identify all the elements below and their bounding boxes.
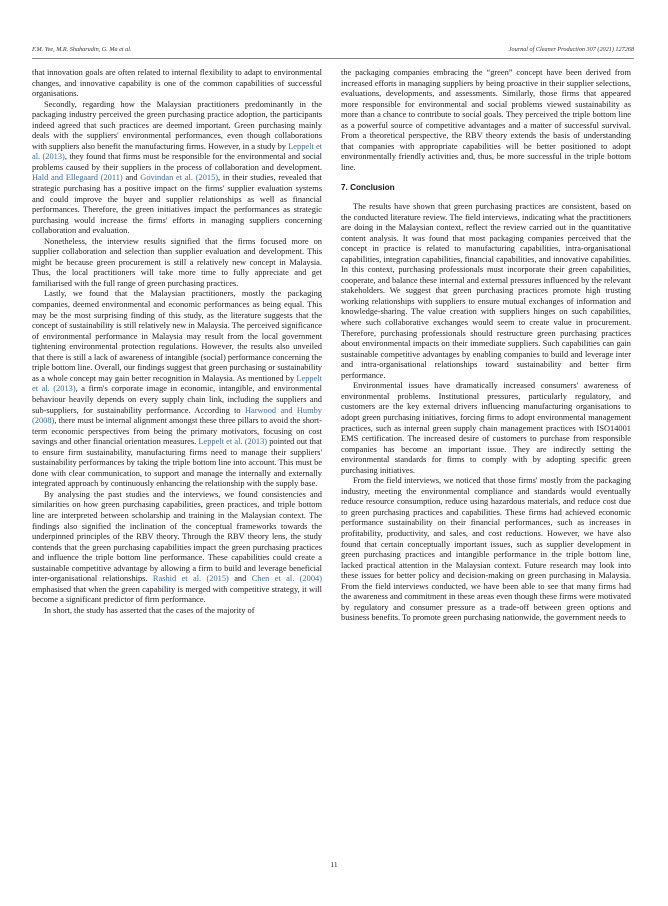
citation-link[interactable]: Rashid et al. (2015) — [152, 574, 229, 584]
citation-link[interactable]: Hald and Ellegaard (2011) — [32, 173, 123, 183]
citation-link[interactable]: Leppelt et al. (2013) — [32, 141, 322, 162]
paragraph: In short, the study has asserted that the cases of the majority of — [44, 605, 255, 615]
paragraph: Lastly, we found that the Malaysian practitioners, mostly the packaging companies, deemed environmental and economic performances as being equal. This may be the most surprising finding of this study, as the literature suggests that the concept of sustainability is still relatively new in Malaysia. The perceived significance of environmental performance in Malaysia may result from the local government tightening environmental protection regulations. However, the results also unveiled that there is still a lack of awareness of intangible (social) performance concerning the triple bottom line. Overall, our findings suggest that green purchasing or sustainability as a whole concept may gain better recognition in Malaysia. As mentioned by Leppelt et al. (2013), a firm's corporate image in economic, intangible, and environmental behaviour heavily depends on every supply chain link, including the suppliers and sub-suppliers, for sustainability performance. According to Harwood and Humby (2008), there must be internal alignment amongst these three pillars to avoid the short-term economic perspectives from being the primary motivators, focusing on cost savings and other financial orientation measures. Leppelt et al. (2013) pointed out that to ensure firm sustainability, manufacturing firms need to manage their suppliers' sustainability performances by taking the triple bottom line into account. This must be done with clear communication, to support and manage the internally and externally integrated approach by continuously enhancing the relationship with the supply base. — [32, 289, 322, 489]
left-column — [32, 68, 322, 616]
header-rule — [32, 58, 634, 59]
paragraph: that innovation goals are often related to internal flexibility to adapt to environmental changes, and innovative capability is one of the common capabilities of successful organisations. — [32, 68, 322, 99]
section-heading: 7. Conclusion — [341, 183, 395, 193]
paragraph: The results have shown that green purchasing practices are consistent, based on the conducted literature review. The field interviews, indicating what the practitioners are doing in the Malaysian context, reflect the review carried out in the quantitative content analysis. It was found that most packaging companies perceived that the concept in practice is related to manufacturing capabilities, intra-organisational capabilities, integration capabilities, financial capabilities, and innovative capabilities. In this context, purchasing professionals must incorporate their green capabilities, cooperate, and balance these internal and external pressures influenced by the relevant stakeholders. We suggest that green purchasing practices promote high trusting working relationships with suppliers to ensure mutual exchanges of information and knowledge-sharing. The value creation with suppliers hinges on such capabilities, where such collaborative exchanges would seem to create value in procurement. Therefore, purchasing professionals should restructure green purchasing practices about environmental impacts on their immediate suppliers. Such capabilities can gain sustainable competitive advantages by enabling companies to build and leverage inter and intra-organisational relationships toward sustainability and better firm performance. — [341, 202, 631, 380]
running-header-authors: F.M. Yee, M.R. Shaharudin, G. Ma et al. — [32, 46, 132, 53]
paragraph: Nonetheless, the interview results signified that the firms focused more on supplier collaboration and selection than supplier evaluation and development. This might be because green procurement is still a relatively new concept in Malaysia. Thus, the local practitioners will take more time to fully appreciate and get familiarised with the full range of green purchasing practices. — [32, 236, 322, 288]
citation-link[interactable]: Chen et al. (2004) — [251, 574, 323, 584]
right-column — [341, 68, 631, 624]
running-header-journal: Journal of Cleaner Production 307 (2021) 127268 — [508, 46, 634, 53]
citation-link[interactable]: Leppelt et al. (2013) — [198, 437, 268, 447]
citation-link[interactable]: Harwood and Humby (2008) — [32, 405, 322, 426]
page-number: 11 — [330, 860, 338, 869]
paragraph: Environmental issues have dramatically increased consumers' awareness of environmental problems. Institutional pressures, particularly regulatory, and customers are the key external drivers influencing manufacturing organisations to adopt green purchasing initiatives, forcing firms to adopt environmental management practices, such as internal green supply chain management practices with ISO14001 EMS certification. The increased desire of customers to purchase from responsible companies has become an important issue. They are indirectly setting the environmental standards for firms to comply with by adopting specific green purchasing initiatives. — [341, 381, 631, 475]
paragraph: the packaging companies embracing the “green” concept have been derived from increased efforts in managing suppliers by being proactive in their supplier selections, evaluations, developments, and assessments. Similarly, those firms that appeared more responsible for environmental and social problems viewed sustainability as more than a chance to contribute to social goals. They perceived the triple bottom line as a powerful source of competitive advantages and a matter of successful survival. From a theoretical perspective, the RBV theory extends the basis of understanding that companies with appropriate capabilities will be better positioned to adopt environmentally friendly activities and, thus, be more successful in the triple bottom line. — [341, 68, 631, 172]
paragraph: By analysing the past studies and the interviews, we found consistencies and similarities on how green purchasing capabilities, green practices, and triple bottom line are interpreted between scholarship and training in the Malaysian context. The findings also signified the inclination of the conceptual frameworks towards the underpinned principles of the RBV theory. Through the RBV theory lens, the study contends that the green purchasing capabilities impact the green purchasing practices and influence the triple bottom line performance. These capabilities could create a sustainable competitive advantage by allowing a firm to build and leverage beneficial inter-organisational relationships. Rashid et al. (2015) and Chen et al. (2004) emphasised that when the green capability is merged with competitive strategy, it will become a significant predictor of firm performance. — [32, 489, 323, 605]
paragraph: Secondly, regarding how the Malaysian practitioners predominantly in the packaging industry perceived the green purchasing practice adoption, the participants indeed agreed that such practices are deemed important. Green purchasing mainly deals with the suppliers' environmental performances, even though collaborations with suppliers also benefit the manufacturing firms. However, in a study by Leppelt et al. (2013), they found that firms must be responsible for the environmental and social problems caused by their suppliers in the process of collaboration and development. Hald and Ellegaard (2011) and Govindan et al. (2015), in their studies, revealed that strategic purchasing has a positive impact on the firms' supplier evaluation systems and could improve the buyer and supplier relationships as well as financial performances. Therefore, the green initiatives impact the performances as strategic purchasing would increase the firms' efforts in managing suppliers concerning collaboration and evaluation. — [32, 99, 322, 236]
paragraph: From the field interviews, we noticed that those firms' mostly from the packaging industry, meeting the environmental compliance and standards would eventually reduce resource consumption, reduce using hazardous materials, and reduce cost due to green purchasing practices and capabilities. These firms had achieved economic performance sustainability on their financial performances, such as increases in profitability, productivity, and sales, and cost reductions. However, we have also found that certain conceptually important issues, such as supplier development in green purchasing practices and intangible performance in the triple bottom line, lacked practical attention in the Malaysian context. Future research may look into these issues for better policy and decision-making on green purchasing in Malaysia. From the field interviews conducted, we have been able to see that many firms had the awareness and commitment in these areas even though these firms were motivated by regulatory and consumer pressure as a trade-off between green options and business benefits. To promote green purchasing nationwide, the government needs to — [341, 476, 631, 623]
citation-link[interactable]: Leppelt et al. (2013) — [32, 373, 322, 394]
citation-link[interactable]: Govindan et al. (2015) — [140, 173, 219, 183]
